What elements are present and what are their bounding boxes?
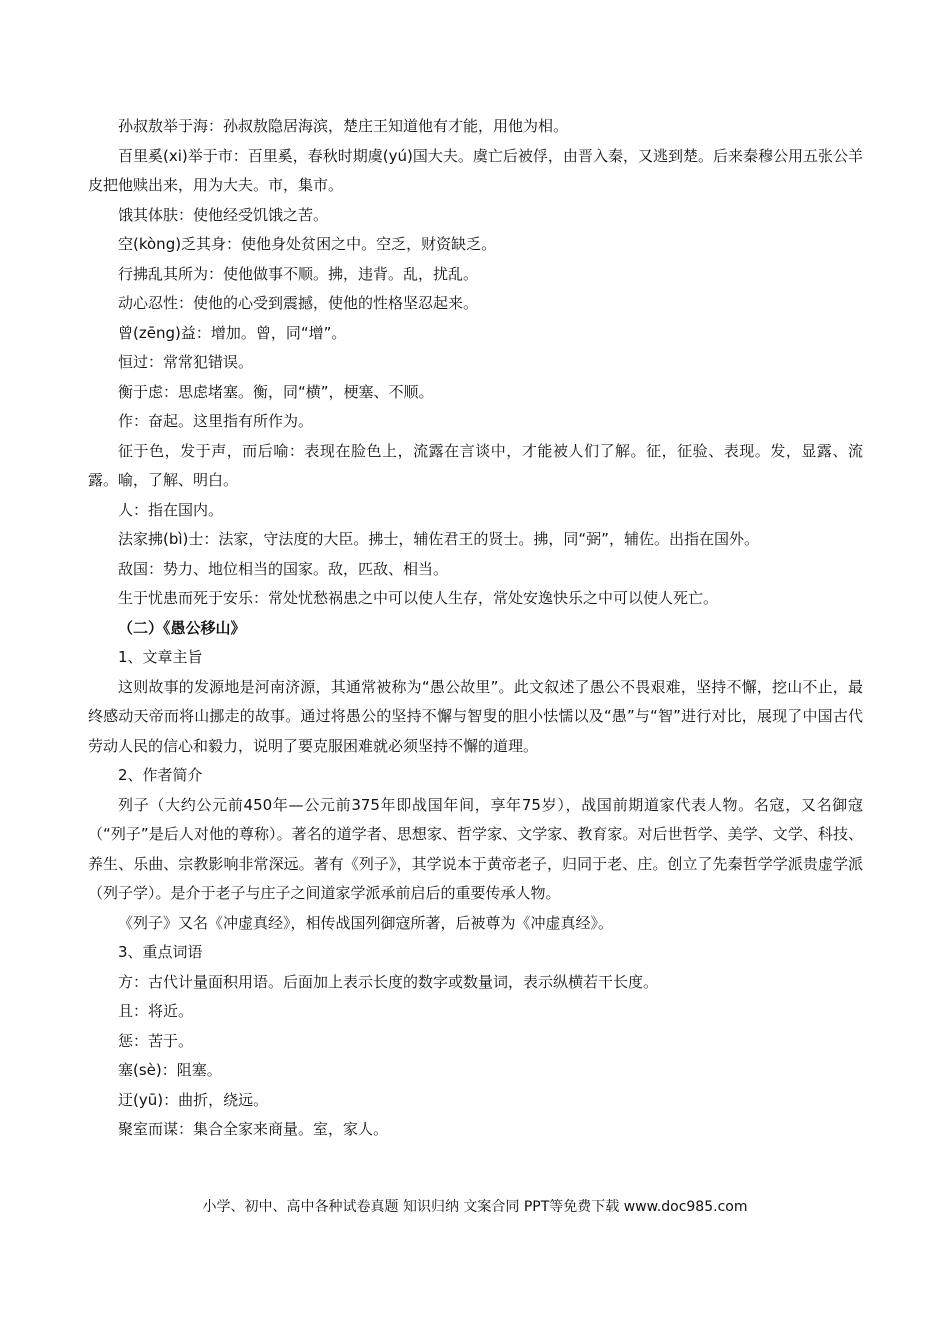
subsection-title: 1、文章主旨 — [118, 648, 203, 666]
body-paragraph: 《列子》又名《冲虚真经》，相传战国列御寇所著，后被尊为《冲虚真经》。 — [118, 913, 614, 932]
vocab-paragraph: 且：将近。 — [118, 1002, 194, 1020]
vocab-paragraph: 惩：苦于。 — [118, 1031, 194, 1050]
document-body — [88, 112, 863, 1145]
annotation-paragraph: 敌国：势力、地位相当的国家。敌，匹敌、相当。 — [118, 559, 449, 578]
vocab-paragraph: 塞(sè)：阻塞。 — [118, 1061, 222, 1079]
annotation-paragraph: 恒过：常常犯错误。 — [118, 353, 254, 371]
annotation-paragraph: 空(kòng)乏其身：使他身处贫困之中。空乏，财资缺乏。 — [118, 235, 497, 253]
annotation-paragraph: 饿其体肤：使他经受饥饿之苦。 — [118, 205, 329, 224]
vocab-paragraph: 迂(yū)：曲折，绕远。 — [118, 1090, 269, 1109]
body-paragraph: 这则故事的发源地是河南济源，其通常被称为“愚公故里”。此文叙述了愚公不畏艰难，坚持不懈，挖山不止，最终感动天帝而将山挪走的故事。通过将愚公的坚持不懈与智叟的胆小怯懦以及“愚”与“智”进行对比，展现了中国古代劳动人民的信心和毅力，说明了要克服困难就必须坚持不懈的道理。 — [88, 677, 863, 755]
annotation-paragraph: 孙叔敖举于海：孙叔敖隐居海滨，楚庄王知道他有才能，用他为相。 — [118, 117, 569, 135]
annotation-paragraph: 生于忧患而死于安乐：常处忧愁祸患之中可以使人生存，常处安逸快乐之中可以使人死亡。 — [118, 589, 719, 607]
body-paragraph: 列子（大约公元前450年—公元前375年即战国年间，享年75岁），战国前期道家代表人物。名寇，又名御寇（“列子”是后人对他的尊称）。著名的道学者、思想家、哲学家、文学家、教育家。对后世哲学、美学、文学、科技、养生、乐曲、宗教影响非常深远。著有《列子》，其学说本于黄帝老子，归同于老、庄。创立了先秦哲学学派贵虚学派（列子学）。是介于老子与庄子之间道家学派承前启后的重要传承人物。 — [88, 795, 863, 902]
annotation-paragraph: 百里奚(xi)举于市：百里奚，春秋时期虞(yú)国大夫。虞亡后被俘，由晋入秦，又逃到楚。后来秦穆公用五张公羊皮把他赎出来，用为大夫。市，集市。 — [88, 146, 863, 194]
annotation-paragraph: 人：指在国内。 — [118, 500, 224, 519]
section-heading: （二）《愚公移山》 — [118, 618, 246, 637]
subsection-title: 2、作者简介 — [118, 766, 203, 784]
vocab-paragraph: 聚室而谋：集合全家来商量。室，家人。 — [118, 1120, 389, 1138]
subsection-title: 3、重点词语 — [118, 943, 203, 961]
vocab-paragraph: 方：古代计量面积用语。后面加上表示长度的数字或数量词，表示纵横若干长度。 — [118, 972, 659, 991]
page-footer: 小学、初中、高中各种试卷真题 知识归纳 文案合同 PPT等免费下载 www.doc985.com — [202, 1199, 748, 1215]
annotation-paragraph: 曾(zēng)益：增加。曾，同“增”。 — [118, 323, 347, 342]
annotation-paragraph: 衡于虑：思虑堵塞。衡，同“横”，梗塞、不顺。 — [118, 382, 434, 401]
annotation-paragraph: 作：奋起。这里指有所作为。 — [118, 412, 314, 430]
annotation-paragraph: 征于色，发于声，而后喻：表现在脸色上，流露在言谈中，才能被人们了解。征，征验、表现。发，显露、流露。喻，了解、明白。 — [88, 441, 863, 489]
annotation-paragraph: 行拂乱其所为：使他做事不顺。拂，违背。乱，扰乱。 — [118, 264, 479, 283]
annotation-paragraph: 动心忍性：使他的心受到震撼，使他的性格坚忍起来。 — [118, 294, 479, 312]
annotation-paragraph: 法家拂(bì)士：法家，守法度的大臣。拂士，辅佐君王的贤士。拂，同“弼”，辅佐。出指在国外。 — [118, 530, 759, 548]
